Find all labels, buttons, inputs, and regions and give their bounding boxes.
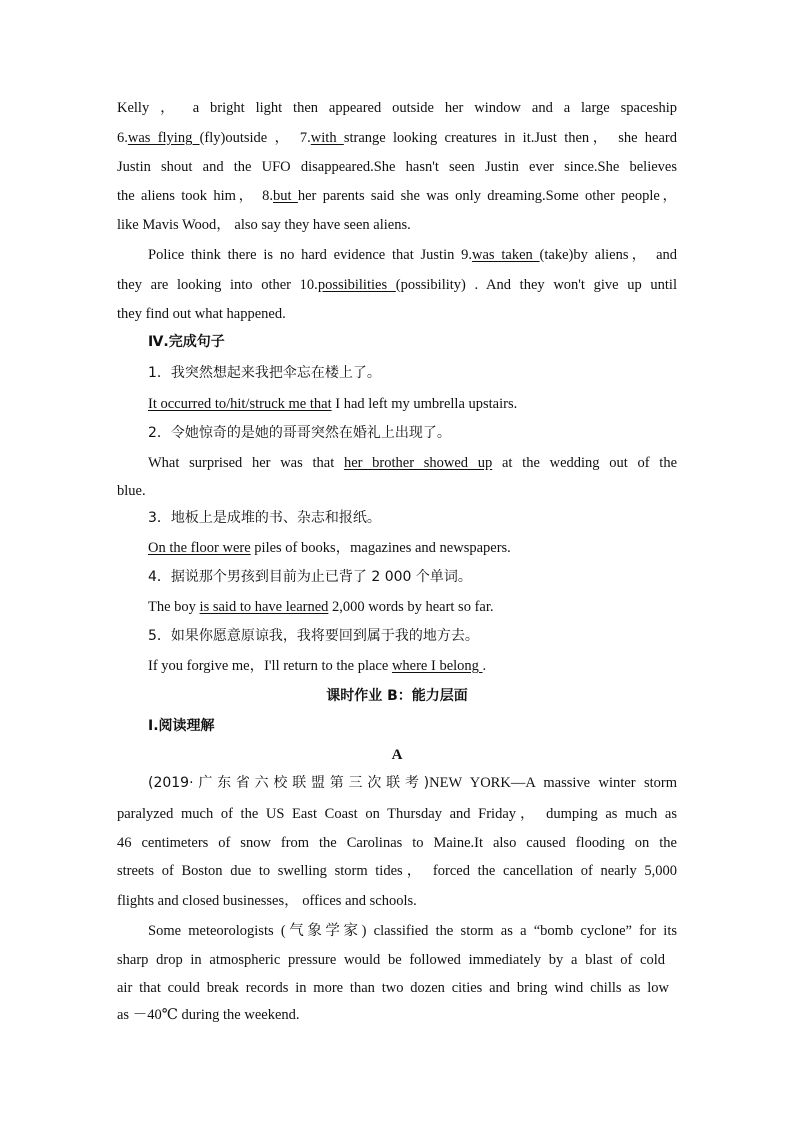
text-line: flights and closed businesses， offices and schools. [117,893,417,909]
answer-6: was flying [127,130,200,146]
answer-7: with [310,130,344,146]
text-line: Some meteorologists (气象学家) classified the storm as a “bomb cyclone” for its [148,923,677,939]
text-line: air that could break records in more than two dozen cities and bring wind chills as low [117,980,669,996]
question-2: 2．令她惊奇的是她的哥哥突然在婚礼上出现了。 [148,425,451,441]
text-line: 6.was flying (fly)outside ， 7.with strange looking creatures in it.Just then， she heard [117,130,677,146]
answer-10: possibilities [317,277,396,293]
answer-line-2: What surprised her was that her brother showed up at the wedding out of the [148,455,678,471]
answer-q2: her brother showed up [343,455,493,471]
text-line: paralyzed much of the US East Coast on Thursday and Friday， dumping as much as [117,806,677,822]
text-line: Kelly ， a bright light then appeared outside her window and a large spaceship [117,100,677,116]
answer-line-5: If you forgive me，I'll return to the place where I belong . [148,658,487,674]
text-line: Justin shout and the UFO disappeared.She hasn't seen Justin ever since.She believes [117,159,677,175]
text-line: as －40℃ during the weekend. [117,1007,300,1023]
answer-line-4: The boy is said to have learned 2,000 words by heart so far. [148,599,494,615]
question-5: 5．如果你愿意原谅我，我将要回到属于我的地方去。 [148,628,479,644]
text-line: blue. [117,483,146,499]
answer-q1: It occurred to/hit/struck me that [148,396,332,412]
text-line: they find out what happened. [117,306,286,322]
text-line: 46 centimeters of snow from the Carolinas to Maine.It also caused flooding on the [117,835,677,851]
text-line: like Mavis Wood， also say they have seen aliens. [117,217,411,233]
text-line: they are looking into other 10.possibilities (possibility) . And they won't give up until [117,277,677,293]
answer-line-3: On the floor were piles of books，magazines and newspapers. [148,540,511,556]
answer-line-1: It occurred to/hit/struck me that I had left my umbrella upstairs. [148,396,518,412]
question-4: 4．据说那个男孩到目前为止已背了 2 000 个单词。 [148,569,472,585]
text-line: Police think there is no hard evidence that Justin 9.was taken (take)by aliens， and [148,247,677,263]
section-heading: Ⅰ.阅读理解 [148,718,215,734]
text-line: the aliens took him， 8.but her parents said she was only dreaming.Some other people， [117,188,678,204]
section-heading: Ⅳ.完成句子 [148,334,225,350]
passage-label: A [391,747,403,763]
passage-source: (2019·广东省六校联盟第三次联考) [148,775,430,791]
question-3: 3．地板上是成堆的书、杂志和报纸。 [148,510,381,526]
text-line: streets of Boston due to swelling storm tides， forced the cancellation of nearly 5,000 [117,863,677,879]
text-line: sharp drop in atmospheric pressure would be followed immediately by a blast of cold [117,952,665,968]
answer-8: but [273,188,298,204]
answer-9: was taken [472,247,540,263]
answer-q4: is said to have learned [199,599,329,615]
homework-title: 课时作业 B：能力层面 [326,688,468,704]
question-1: 1．我突然想起来我把伞忘在楼上了。 [148,365,381,381]
answer-q5: where I belong [391,658,483,674]
text-line: (2019·广东省六校联盟第三次联考)NEW YORK—A massive winter storm [148,775,677,791]
answer-q3: On the floor were [148,540,251,556]
